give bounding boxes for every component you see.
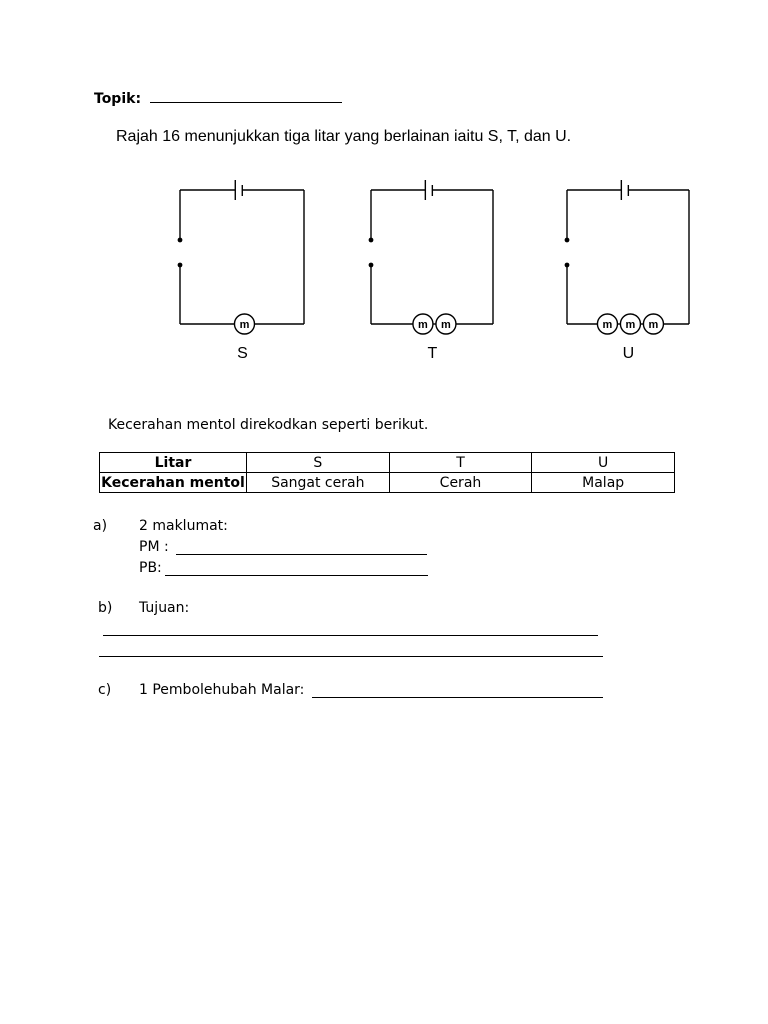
question-a-marker: a) <box>93 518 108 534</box>
bulb-symbol: m <box>648 319 659 331</box>
pm-answer-line[interactable] <box>176 554 427 555</box>
intro-text: Rajah 16 menunjukkan tiga litar yang berlainan iaitu S, T, dan U. <box>116 128 572 145</box>
question-c-text: 1 Pembolehubah Malar: <box>139 682 305 698</box>
circuit-diagram <box>150 170 710 370</box>
bulb-symbol: m <box>602 319 613 331</box>
bulb-symbol: m <box>441 319 451 331</box>
table-row-brightness <box>100 473 675 493</box>
switch-terminal-top <box>565 238 570 243</box>
row-header-litar: Litar <box>100 453 247 473</box>
purpose-answer-line-1[interactable] <box>103 635 598 636</box>
brightness-t: Cerah <box>389 473 532 493</box>
pb-label: PB: <box>139 560 162 576</box>
row-header-brightness: Kecerahan mentol <box>101 474 245 491</box>
question-c-marker: c) <box>98 682 112 698</box>
bulb-symbol: m <box>625 319 636 331</box>
circuit-label-s: S <box>237 345 248 362</box>
column-u: U <box>532 453 675 473</box>
constant-variable-answer-line[interactable] <box>312 697 603 698</box>
circuit-label-u: U <box>622 345 635 362</box>
pb-answer-line[interactable] <box>165 575 428 576</box>
question-b-text: Tujuan: <box>139 600 190 616</box>
circuit-u <box>565 180 689 362</box>
bulb-symbol: m <box>239 319 250 331</box>
question-a-text: 2 maklumat: <box>139 518 228 534</box>
switch-terminal-bottom <box>178 263 183 268</box>
circuit-t <box>369 180 493 362</box>
topic-label <box>94 88 342 107</box>
column-s: S <box>247 453 390 473</box>
question-b-marker: b) <box>98 600 113 616</box>
switch-terminal-bottom <box>369 263 374 268</box>
switch-terminal-bottom <box>565 263 570 268</box>
circuit-label-t: T <box>427 345 438 362</box>
switch-terminal-top <box>178 238 183 243</box>
column-t: T <box>389 453 532 473</box>
brightness-s: Sangat cerah <box>247 473 390 493</box>
circuit-s <box>178 180 304 362</box>
brightness-table <box>99 452 675 493</box>
purpose-answer-line-2[interactable] <box>99 656 603 657</box>
bulb-symbol: m <box>418 319 428 331</box>
switch-terminal-top <box>369 238 374 243</box>
brightness-u: Malap <box>532 473 675 493</box>
topic-blank[interactable] <box>150 88 342 103</box>
table-intro: Kecerahan mentol direkodkan seperti berikut. <box>108 417 429 433</box>
pm-label: PM : <box>139 539 169 555</box>
topic-label-text: Topik: <box>94 91 142 107</box>
table-row-litar <box>100 453 675 473</box>
